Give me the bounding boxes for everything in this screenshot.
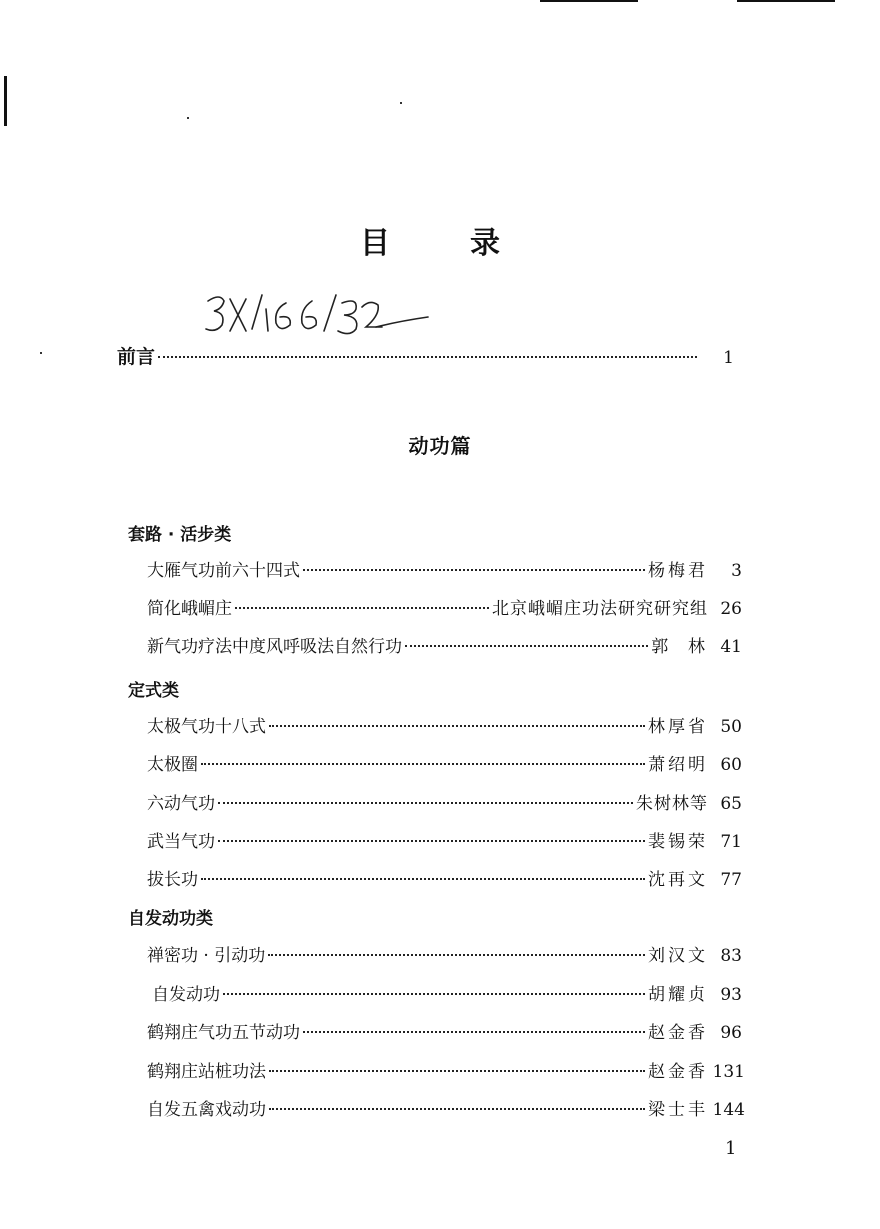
toc-page-number: 131 (712, 1062, 745, 1082)
toc-entry-author: 郭 林 (651, 637, 708, 657)
dot-leader (158, 356, 697, 358)
toc-entry[interactable] (152, 980, 742, 1006)
toc-entry-author: 赵金香 (648, 1023, 708, 1043)
toc-entry[interactable] (147, 712, 742, 738)
toc-page-number: 26 (720, 599, 742, 619)
toc-entry[interactable] (147, 827, 742, 853)
dot-leader (303, 569, 645, 571)
dot-leader (405, 645, 648, 647)
toc-entry-author: 赵金香 (648, 1062, 708, 1082)
toc-entry[interactable] (147, 556, 742, 582)
toc-page-number: 96 (720, 1023, 742, 1043)
toc-entry-title: 鹤翔庄气功五节动功 (147, 1023, 300, 1043)
dot-leader (269, 1108, 645, 1110)
toc-page-number: 1 (723, 348, 734, 368)
toc-page-number: 3 (731, 561, 742, 581)
dot-leader (201, 878, 645, 880)
dot-leader (235, 607, 489, 609)
toc-entry[interactable] (147, 1018, 742, 1044)
toc-page-number: 65 (720, 794, 742, 814)
toc-entry-title: 太极气功十八式 (147, 717, 266, 737)
page-title-char: 录 (470, 226, 500, 261)
toc-entry[interactable] (147, 789, 742, 815)
top-rule-left (540, 0, 638, 2)
toc-entry-title: 太极圈 (147, 755, 198, 775)
toc-preface-label: 前言 (117, 346, 156, 368)
toc-entry-title: 武当气功 (147, 832, 215, 852)
scan-speck (187, 117, 189, 119)
toc-entry[interactable] (147, 750, 742, 776)
toc-entry-author: 梁士丰 (648, 1100, 708, 1120)
toc-entry[interactable] (147, 941, 742, 967)
toc-entry-author: 林厚省 (648, 717, 708, 737)
toc-entry-title: 自发动功 (152, 985, 220, 1005)
toc-category: 自发动功类 (128, 909, 213, 929)
toc-entry-author: 朱树林等 (636, 794, 708, 814)
toc-entry-title: 六动气功 (147, 794, 215, 814)
toc-entry-author: 北京峨嵋庄功法研究研究组 (492, 599, 708, 619)
dot-leader (218, 802, 633, 804)
footer-page-number: 1 (725, 1138, 737, 1159)
toc-entry-title: 自发五禽戏动功 (147, 1100, 266, 1120)
dot-leader (269, 1070, 645, 1072)
toc-entry-title: 禅密功 · 引动功 (147, 946, 266, 966)
toc-entry[interactable] (147, 1057, 745, 1083)
dot-leader (223, 993, 645, 995)
dot-leader (218, 840, 645, 842)
toc-entry-author: 沈再文 (648, 870, 708, 890)
toc-entry-title: 简化峨嵋庄 (147, 599, 232, 619)
toc-category: 套路 · 活步类 (128, 525, 232, 545)
toc-entry-author: 刘汉文 (648, 946, 708, 966)
toc-entry[interactable] (147, 1095, 745, 1121)
toc-page-number: 60 (720, 755, 742, 775)
toc-entry[interactable] (147, 865, 742, 891)
toc-page-number: 93 (720, 985, 742, 1005)
top-rule-right (737, 0, 835, 2)
page-title-char: 目 (360, 226, 390, 261)
toc-preface-row[interactable] (117, 342, 734, 368)
toc-entry-author: 裴锡荣 (648, 832, 708, 852)
toc-page-number: 77 (720, 870, 742, 890)
toc-page-number: 144 (712, 1100, 745, 1120)
toc-page-number: 50 (720, 717, 742, 737)
toc-entry-title: 新气功疗法中度风呼吸法自然行功 (147, 637, 402, 657)
toc-entry-author: 杨梅君 (648, 561, 708, 581)
toc-page-number: 83 (720, 946, 742, 966)
toc-page-number: 41 (720, 637, 742, 657)
dot-leader (269, 725, 645, 727)
section-heading: 动功篇 (408, 434, 472, 458)
scan-speck (40, 352, 42, 354)
toc-entry[interactable] (147, 594, 742, 620)
toc-category: 定式类 (128, 681, 179, 701)
toc-entry[interactable] (147, 632, 742, 658)
scan-margin-bar (4, 76, 7, 126)
dot-leader (303, 1031, 645, 1033)
toc-entry-title: 鹤翔庄站桩功法 (147, 1062, 266, 1082)
toc-entry-author: 萧绍明 (648, 755, 708, 775)
handwritten-call-number (200, 287, 435, 347)
dot-leader (201, 763, 645, 765)
scan-speck (400, 102, 402, 104)
toc-page-number: 71 (720, 832, 742, 852)
toc-entry-title: 拔长功 (147, 870, 198, 890)
page-title (360, 218, 500, 262)
toc-entry-author: 胡耀贞 (648, 985, 708, 1005)
toc-entry-title: 大雁气功前六十四式 (147, 561, 300, 581)
dot-leader (268, 954, 645, 956)
